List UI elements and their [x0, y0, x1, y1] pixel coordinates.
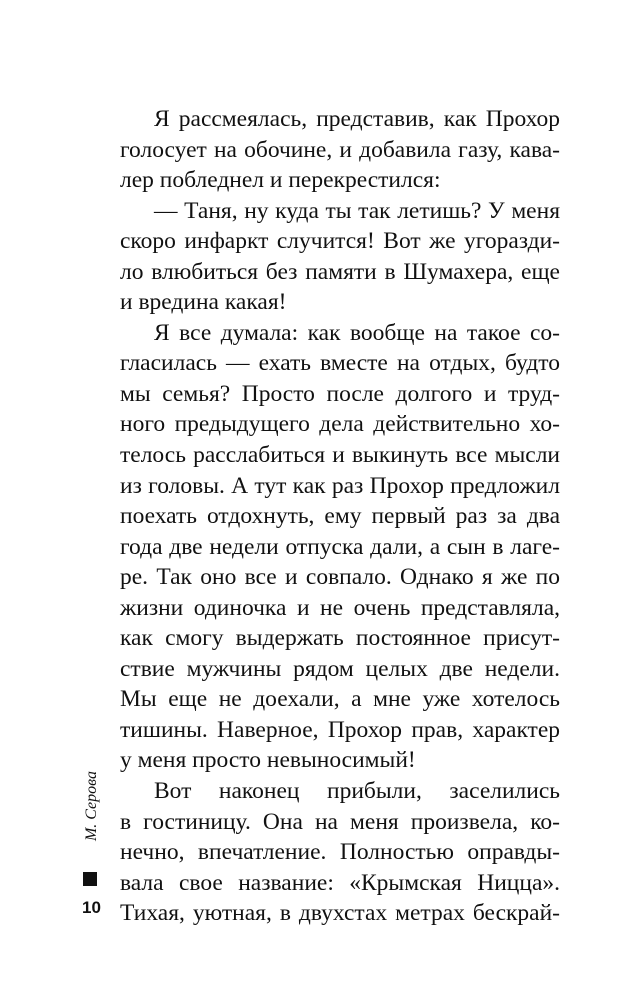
running-head-author: М. Серова [83, 771, 100, 842]
text-line: из головы. А тут как раз Прохор предложил [120, 472, 560, 499]
body-text [120, 104, 560, 929]
text-line: ре. Так оно все и совпало. Однако я же по [120, 564, 560, 591]
text-line: ствие мужчины рядом целых две недели. [120, 655, 560, 682]
text-line: Мы еще не доехали, а мне уже хотелось [120, 686, 560, 713]
text-line: вала свое название: «Крымская Ницца». [120, 869, 560, 896]
text-line: телось расслабиться и выкинуть все мысли [120, 442, 560, 469]
text-line: тишины. Наверное, Прохор прав, характер [120, 716, 560, 743]
text-line: у меня просто невыносимый! [120, 747, 416, 774]
text-line: Я все думала: как вообще на такое со- [154, 319, 560, 346]
text-line: и вредина какая! [120, 289, 287, 316]
text-line: ного предыдущего дела действительно хо- [120, 411, 560, 438]
text-line: как смогу выдержать постоянное присут- [120, 625, 560, 652]
text-line: мы семья? Просто после долгого и труд- [120, 380, 560, 407]
text-line: Тихая, уютная, в двухстах метрах бескрай- [120, 900, 560, 927]
text-line: в гостиницу. Она на меня произвела, ко- [120, 808, 560, 835]
marker-square-icon [83, 872, 97, 886]
text-line: нечно, впечатление. Полностью оправды- [120, 839, 560, 866]
text-line: гласилась — ехать вместе на отдых, будто [120, 350, 560, 377]
text-line: жизни одиночка и не очень представляла, [120, 594, 560, 621]
text-line: поехать отдохнуть, ему первый раз за два [120, 503, 560, 530]
text-line: Я рассмеялась, представив, как Прохор [154, 106, 560, 132]
text-line: ло влюбиться без памяти в Шумахера, еще [120, 258, 560, 285]
text-line: голосует на обочине, и добавила газу, кава- [120, 136, 560, 163]
text-line: Вот наконец прибыли, заселились [154, 778, 560, 805]
text-line: — Таня, ну куда ты так летишь? У меня [154, 197, 560, 224]
text-line: лер побледнел и перекрестился: [120, 167, 441, 194]
text-line: года две недели отпуска дали, а сын в лаге- [120, 533, 560, 560]
page-number: 10 [82, 898, 101, 917]
text-line: скоро инфаркт случится! Вот же угоразди- [120, 228, 560, 255]
